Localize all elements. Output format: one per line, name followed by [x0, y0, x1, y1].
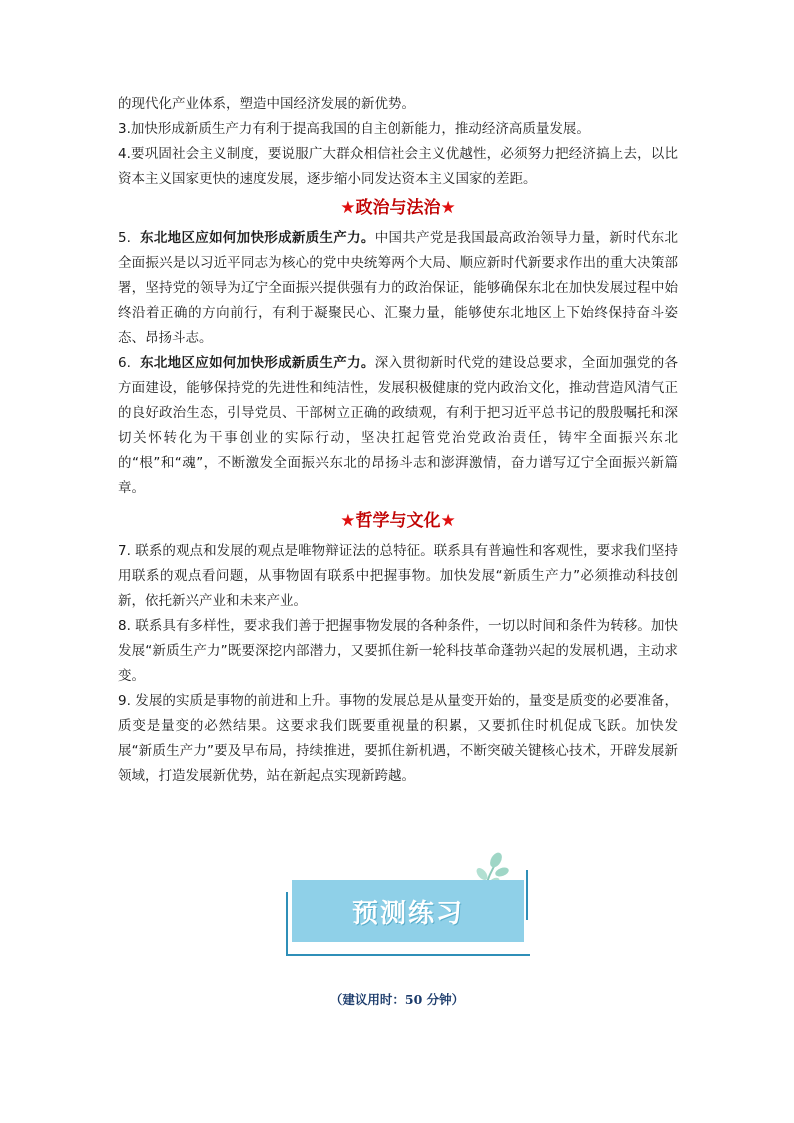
timing-minutes: 50	[404, 992, 423, 1007]
banner-title: 预测练习	[351, 898, 464, 929]
star-icon: ★	[340, 198, 356, 218]
heading-text: 哲学与文化	[355, 511, 441, 531]
paragraph-lead: 东北地区应如何加快形成新质生产力。	[140, 355, 375, 371]
paragraph-body: 中国共产党是我国最高政治领导力量，新时代东北全面振兴是以习近平同志为核心的党中央统筹两个大局、顺应新时代新要求作出的重大决策部署，坚持党的领导为辽宁全面振兴提供强有力的政治保证，能够确保东北在加快发展过程中始终沿着正确的方向前行，有利于凝聚民心、汇聚力量，能够使东北地区上下始终保持奋斗姿态、昂扬斗志。	[118, 230, 678, 346]
paragraph-7: 7. 联系的观点和发展的观点是唯物辩证法的总特征。联系具有普遍性和客观性，要求我们坚持用联系的观点看问题，从事物固有联系中把握事物。加快发展“新质生产力”必须推动科技创新，依托新兴产业和未来产业。	[118, 543, 678, 609]
paragraph-8: 8. 联系具有多样性，要求我们善于把握事物发展的各种条件，一切以时间和条件为转移。加快发展“新质生产力”既要深挖内部潜力，又要抓住新一轮科技革命蓬勃兴起的发展机遇，主动求变。	[118, 618, 678, 684]
paragraph-9: 9. 发展的实质是事物的前进和上升。事物的发展总是从量变开始的，量变是质变的必要准备，质变是量变的必然结果。这要求我们既要重视量的积累，又要抓住时机促成飞跃。加快发展“新质生产力”要及早布局，持续推进，要抓住新机遇，不断突破关键核心技术，开辟发展新领域，打造发展新优势，站在新起点实现新跨越。	[118, 693, 678, 784]
paragraph-6	[118, 351, 678, 501]
banner-frame-right	[526, 870, 528, 920]
paragraph-number: 6.	[118, 355, 131, 371]
heading-text: 政治与法治	[355, 198, 441, 218]
paragraph-3: 3.加快形成新质生产力有利于提高我国的自主创新能力，推动经济高质量发展。	[118, 121, 590, 137]
star-icon: ★	[340, 511, 356, 531]
section-heading-politics	[118, 194, 678, 222]
section-heading-philosophy	[118, 507, 678, 535]
suggested-time	[0, 990, 794, 1008]
paragraph-number: 5.	[118, 230, 131, 246]
star-icon: ★	[440, 198, 456, 218]
star-icon: ★	[440, 511, 456, 531]
intro-line-continued: 的现代化产业体系，塑造中国经济发展的新优势。	[118, 96, 415, 112]
banner-box	[292, 880, 524, 942]
paragraph-4: 4.要巩固社会主义制度，要说服广大群众相信社会主义优越性，必须努力把经济搞上去，以比资本主义国家更快的速度发展，逐步缩小同发达资本主义国家的差距。	[118, 146, 678, 187]
timing-prefix: （建议用时：	[329, 992, 405, 1007]
paragraph-lead: 东北地区应如何加快形成新质生产力。	[140, 230, 375, 246]
document-body	[118, 92, 678, 789]
timing-suffix: 分钟）	[422, 992, 465, 1007]
practice-banner	[282, 852, 532, 962]
paragraph-5	[118, 226, 678, 351]
paragraph-body: 深入贯彻新时代党的建设总要求，全面加强党的各方面建设，能够保持党的先进性和纯洁性，发展积极健康的党内政治文化，推动营造风清气正的良好政治生态，引导党员、干部树立正确的政绩观，有利于把习近平总书记的殷殷嘱托和深切关怀转化为干事创业的实际行动，坚决扛起管党治党政治责任，铸牢全面振兴东北的“根”和“魂”，不断激发全面振兴东北的昂扬斗志和澎湃激情，奋力谱写辽宁全面振兴新篇章。	[118, 355, 678, 496]
